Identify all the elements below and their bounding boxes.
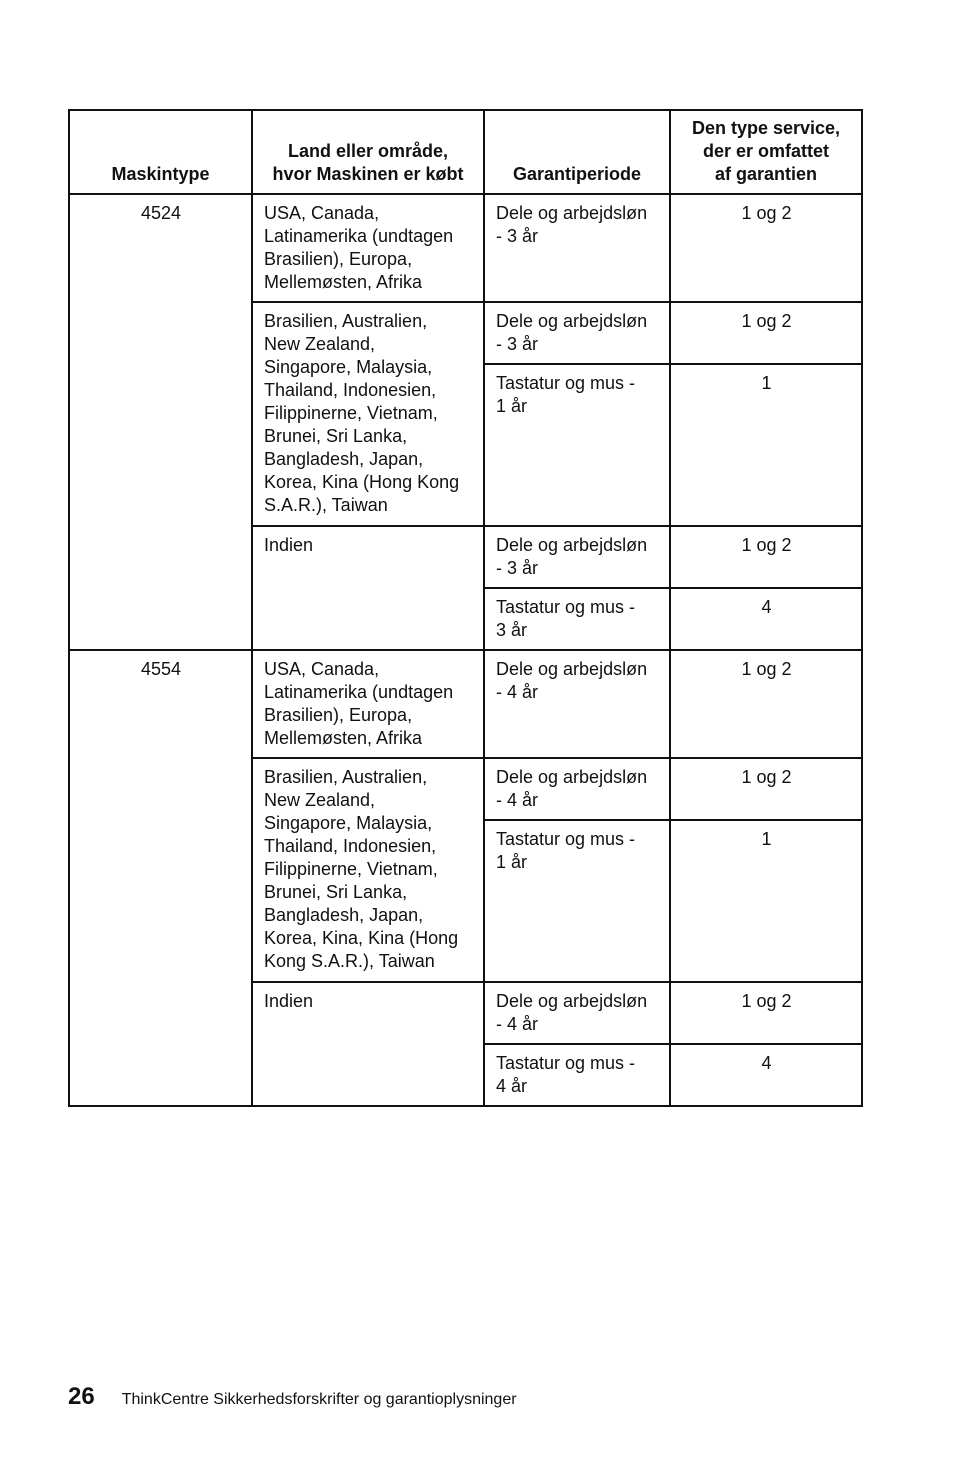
service-cell: 1 og 2 <box>670 982 862 1044</box>
country-cell: Indien <box>252 982 484 1106</box>
service-cell: 4 <box>670 588 862 650</box>
period-cell: Dele og arbejdsløn - 4 år <box>484 982 670 1044</box>
country-cell: Brasilien, Australien, New Zealand, Singapore, Malaysia, Thailand, Indonesien, Filippinerne, Vietnam, Brunei, Sri Lanka, Bangladesh, Japan, Korea, Kina (Hong Kong S.A.R.), Taiwan <box>252 302 484 526</box>
service-cell: 1 og 2 <box>670 526 862 588</box>
machine-type-cell: 4524 <box>69 194 252 650</box>
table-body <box>69 194 862 1106</box>
country-cell: USA, Canada, Latinamerika (undtagen Brasilien), Europa, Mellemøsten, Afrika <box>252 650 484 758</box>
service-cell: 1 og 2 <box>670 650 862 758</box>
service-cell: 1 og 2 <box>670 194 862 302</box>
machine-type-cell: 4554 <box>69 650 252 1106</box>
service-cell: 4 <box>670 1044 862 1106</box>
period-cell: Dele og arbejdsløn - 4 år <box>484 758 670 820</box>
period-cell: Tastatur og mus - 3 år <box>484 588 670 650</box>
table-row <box>69 650 862 758</box>
country-cell: Indien <box>252 526 484 650</box>
country-cell: USA, Canada, Latinamerika (undtagen Brasilien), Europa, Mellemøsten, Afrika <box>252 194 484 302</box>
period-cell: Tastatur og mus - 4 år <box>484 1044 670 1106</box>
header-machine-type: Maskintype <box>69 110 252 194</box>
period-cell: Dele og arbejdsløn - 3 år <box>484 302 670 364</box>
header-country: Land eller område, hvor Maskinen er købt <box>252 110 484 194</box>
period-cell: Tastatur og mus - 1 år <box>484 364 670 526</box>
service-cell: 1 og 2 <box>670 302 862 364</box>
service-cell: 1 <box>670 820 862 982</box>
service-cell: 1 <box>670 364 862 526</box>
footer-title: ThinkCentre Sikkerhedsforskrifter og garantioplysninger <box>121 1391 517 1408</box>
country-cell: Brasilien, Australien, New Zealand, Singapore, Malaysia, Thailand, Indonesien, Filippinerne, Vietnam, Brunei, Sri Lanka, Bangladesh, Japan, Korea, Kina, Kina (Hong Kong S.A.R.), Taiwan <box>252 758 484 982</box>
period-cell: Dele og arbejdsløn - 4 år <box>484 650 670 758</box>
warranty-table <box>68 109 863 1107</box>
service-cell: 1 og 2 <box>670 758 862 820</box>
page-number: 26 <box>68 1383 95 1410</box>
table-header <box>69 110 862 194</box>
period-cell: Dele og arbejdsløn - 3 år <box>484 194 670 302</box>
period-cell: Tastatur og mus - 1 år <box>484 820 670 982</box>
page-footer <box>68 1383 517 1411</box>
table-row <box>69 194 862 302</box>
header-service: Den type service, der er omfattet af garantien <box>670 110 862 194</box>
period-cell: Dele og arbejdsløn - 3 år <box>484 526 670 588</box>
header-row <box>69 110 862 194</box>
header-period: Garantiperiode <box>484 110 670 194</box>
